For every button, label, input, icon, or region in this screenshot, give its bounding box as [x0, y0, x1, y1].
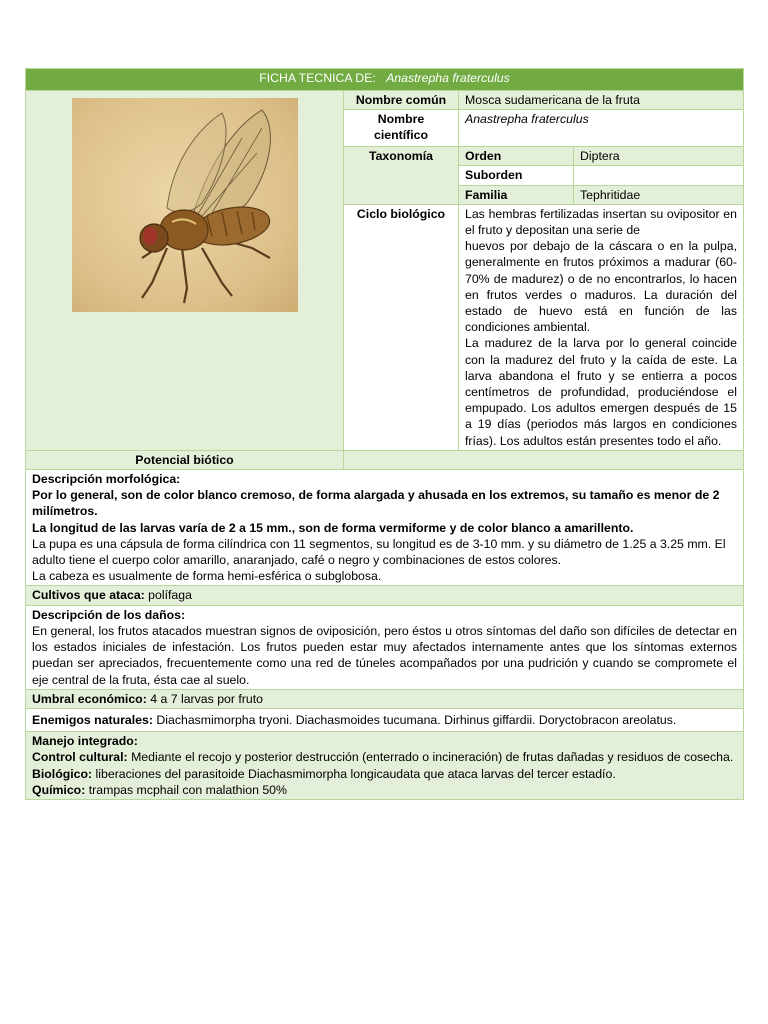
crops-row	[26, 586, 744, 605]
taxonomy-rank-family: Familia	[459, 185, 574, 204]
damage-cell	[26, 605, 744, 689]
damage-row	[26, 605, 744, 689]
morphology-text1: La pupa es una cápsula de forma cilíndrica con 11 segmentos, su longitud es de 3-10 mm. y su diámetro de 1.25 a 3.25 mm. El adulto tiene el cuerpo color amarillo, anaranjado, café o negro y combinaciones de estos colores.	[32, 536, 726, 568]
chemical-label: Químico:	[32, 782, 86, 797]
taxonomy-label: Taxonomía	[344, 147, 459, 205]
biological-label: Biológico:	[32, 766, 93, 781]
common-name-row	[26, 91, 744, 110]
threshold-cell	[26, 689, 744, 708]
fruit-fly-photo	[72, 98, 298, 312]
crops-cell	[26, 586, 744, 605]
threshold-value: 4 a 7 larvas por fruto	[150, 691, 263, 706]
life-cycle-text	[459, 204, 744, 450]
management-label: Manejo integrado:	[32, 734, 138, 749]
management-row	[26, 732, 744, 800]
morphology-cell	[26, 470, 744, 586]
taxonomy-rank-order: Orden	[459, 147, 574, 166]
threshold-label: Umbral económico:	[32, 691, 147, 706]
morphology-bold1: Por lo general, son de color blanco cremoso, de forma alargada y ahusada en los extremos, su tamaño es menor de 2 milímetros.	[32, 488, 720, 519]
cultural-label: Control cultural:	[32, 750, 128, 765]
cultural-value: Mediante el recojo y posterior destrucción (enterrado o incineración) de frutas dañadas y residuos de cosecha.	[131, 750, 734, 765]
threshold-row	[26, 689, 744, 708]
crops-label: Cultivos que ataca:	[32, 588, 145, 603]
chemical-value: trampas mcphail con malathion 50%	[88, 782, 287, 797]
biological-value: liberaciones del parasitoide Diachasmimorpha longicaudata que ataca larvas del tercer estadío.	[95, 766, 616, 781]
taxonomy-value-family: Tephritidae	[574, 185, 744, 204]
damage-text: En general, los frutos atacados muestran signos de oviposición, pero éstos u otros síntomas del daño son difíciles de detectar en los estados iniciales de infestación. Los frutos pueden estar muy afectados internamente antes que los síntomas externos puedan ser apreciados, frecuentemente como una red de túneles acompañados por una pudrición y cuando se compromete el eje central de la fruta, ésta cae al suelo.	[32, 623, 737, 687]
title-prefix: FICHA TECNICA DE:	[259, 71, 376, 85]
life-cycle-p2: La madurez de la larva por lo general coincide con la madurez del fruto y la caída de este. La larva abandona el fruto y se entierra a pocos centímetros de profundidad, produciéndose el empupado. Los adultos emergen después de 15 a 19 días (periodos más largos en condiciones frías). Los adultos están presentes todo el año.	[465, 336, 737, 448]
management-cultural	[32, 749, 737, 765]
management-cell	[26, 732, 744, 800]
taxonomy-value-order: Diptera	[574, 147, 744, 166]
scientific-name-label-line1: Nombre	[377, 112, 425, 127]
enemies-cell	[26, 708, 744, 731]
scientific-name-value: Anastrepha fraterculus	[459, 110, 744, 147]
fact-sheet-table	[25, 68, 744, 800]
life-cycle-label: Ciclo biológico	[344, 204, 459, 450]
title-species: Anastrepha fraterculus	[386, 71, 510, 85]
morphology-row	[26, 470, 744, 586]
life-cycle-p1-line1: Las hembras fertilizadas insertan su ovipositor en el fruto y depositan una serie de	[465, 206, 737, 238]
management-biological	[32, 766, 737, 782]
common-name-label: Nombre común	[344, 91, 459, 110]
damage-label: Descripción de los daños:	[32, 607, 186, 622]
enemies-value: Diachasmimorpha tryoni. Diachasmoides tucumana. Dirhinus giffardii. Doryctobracon areolatus.	[156, 712, 677, 727]
crops-value: polífaga	[148, 588, 192, 603]
morphology-text2: La cabeza es usualmente de forma hemi-esférica o subglobosa.	[32, 569, 382, 584]
enemies-label: Enemigos naturales:	[32, 712, 153, 727]
scientific-name-label	[344, 110, 459, 147]
biotic-potential-row	[26, 450, 744, 469]
photo-cell	[26, 91, 344, 451]
morphology-bold2: La longitud de las larvas varía de 2 a 15 mm., son de forma vermiforme y de color blanco a amarillento.	[32, 520, 634, 535]
sheet-title	[26, 69, 744, 91]
life-cycle-p1-line2: huevos por debajo de la cáscara o en la pulpa, generalmente en frutos próximos a madurar (60-70% de madurez) o de no encontrarlos, lo hacen en frutos verdes o maduros. La duración del estado de huevo está en función de las condiciones ambiental.	[465, 239, 737, 335]
management-chemical	[32, 782, 737, 798]
title-row	[26, 69, 744, 91]
biotic-potential-value	[344, 450, 744, 469]
taxonomy-value-suborder	[574, 166, 744, 185]
biotic-potential-label: Potencial biótico	[26, 450, 344, 469]
morphology-label: Descripción morfológica:	[32, 472, 181, 487]
common-name-value: Mosca sudamericana de la fruta	[459, 91, 744, 110]
scientific-name-label-line2: científico	[374, 128, 428, 143]
enemies-row	[26, 708, 744, 731]
taxonomy-rank-suborder: Suborden	[459, 166, 574, 185]
